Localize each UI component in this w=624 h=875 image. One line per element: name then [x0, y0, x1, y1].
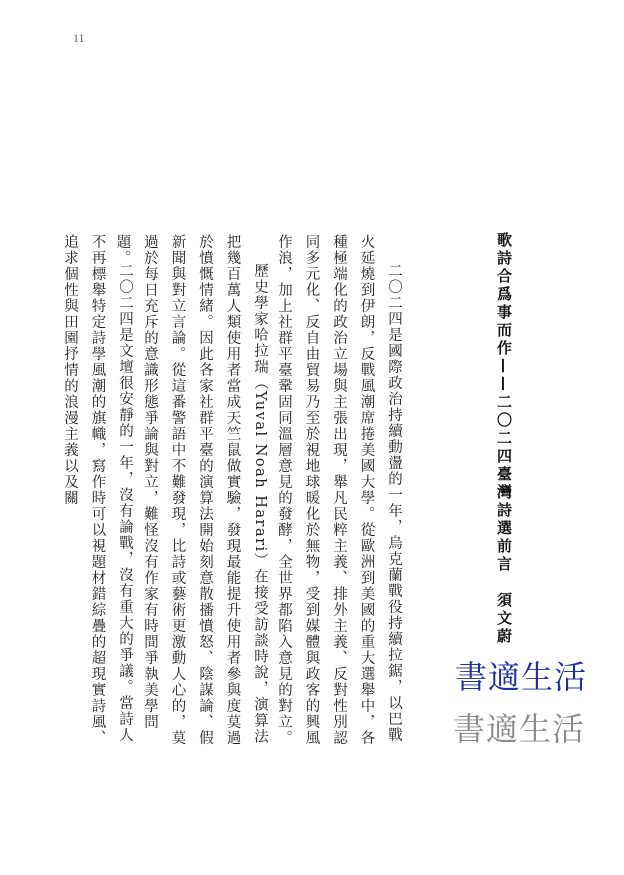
- watermark-logo-primary: 書適生活: [455, 658, 588, 696]
- paragraph-3: 二〇二四是文壇很安靜的一年，沒有論戰，沒有重大的爭議。當詩人不再標舉特定詩學風潮的旗幟，寫作時可以視題材錯綜疊的超現實詩風、追求個性與田園抒情的浪漫主義以及關: [62, 234, 133, 746]
- paragraph-1: 二〇二四是國際政治持續動盪的一年，烏克蘭戰役持續拉鋸，以巴戰火延燒到伊朗，反戰風潮席捲美國大學。從歐洲到美國的重大選舉中，各種極端化的政治立場與主張出現，舉凡民粹主義、排外主義、反對性別認同多元化、反自由貿易乃至於視地球暖化於無物，受到媒體與政客的興風作浪，加上社群平臺鞏固同溫層意見的發酵，全世界都陷入意見的對立。: [276, 234, 402, 746]
- page-title: 歌詩合爲事而作——二〇二四臺灣詩選前言 須文蔚: [495, 232, 513, 646]
- paragraph-2: 歷史學家哈拉瑞（Yuval Noah Harari）在接受訪談時說，演算法把幾百萬人類使用者當成天竺鼠做實驗，發現最能提升使用者參與度莫過於憤慨情緒。因此各家社群平臺的演算法開始刻意散播憤怒、陰謀論、假新聞與對立言論。從這番警語中不難發現，比詩或藝術更激動人心的，莫過於每日充斥的意識形態爭論與對立，難怪沒有作家有時間爭執美學問題。: [114, 234, 268, 746]
- watermark-logo-secondary: 書適生活: [453, 710, 586, 748]
- page-number: 11: [73, 31, 85, 45]
